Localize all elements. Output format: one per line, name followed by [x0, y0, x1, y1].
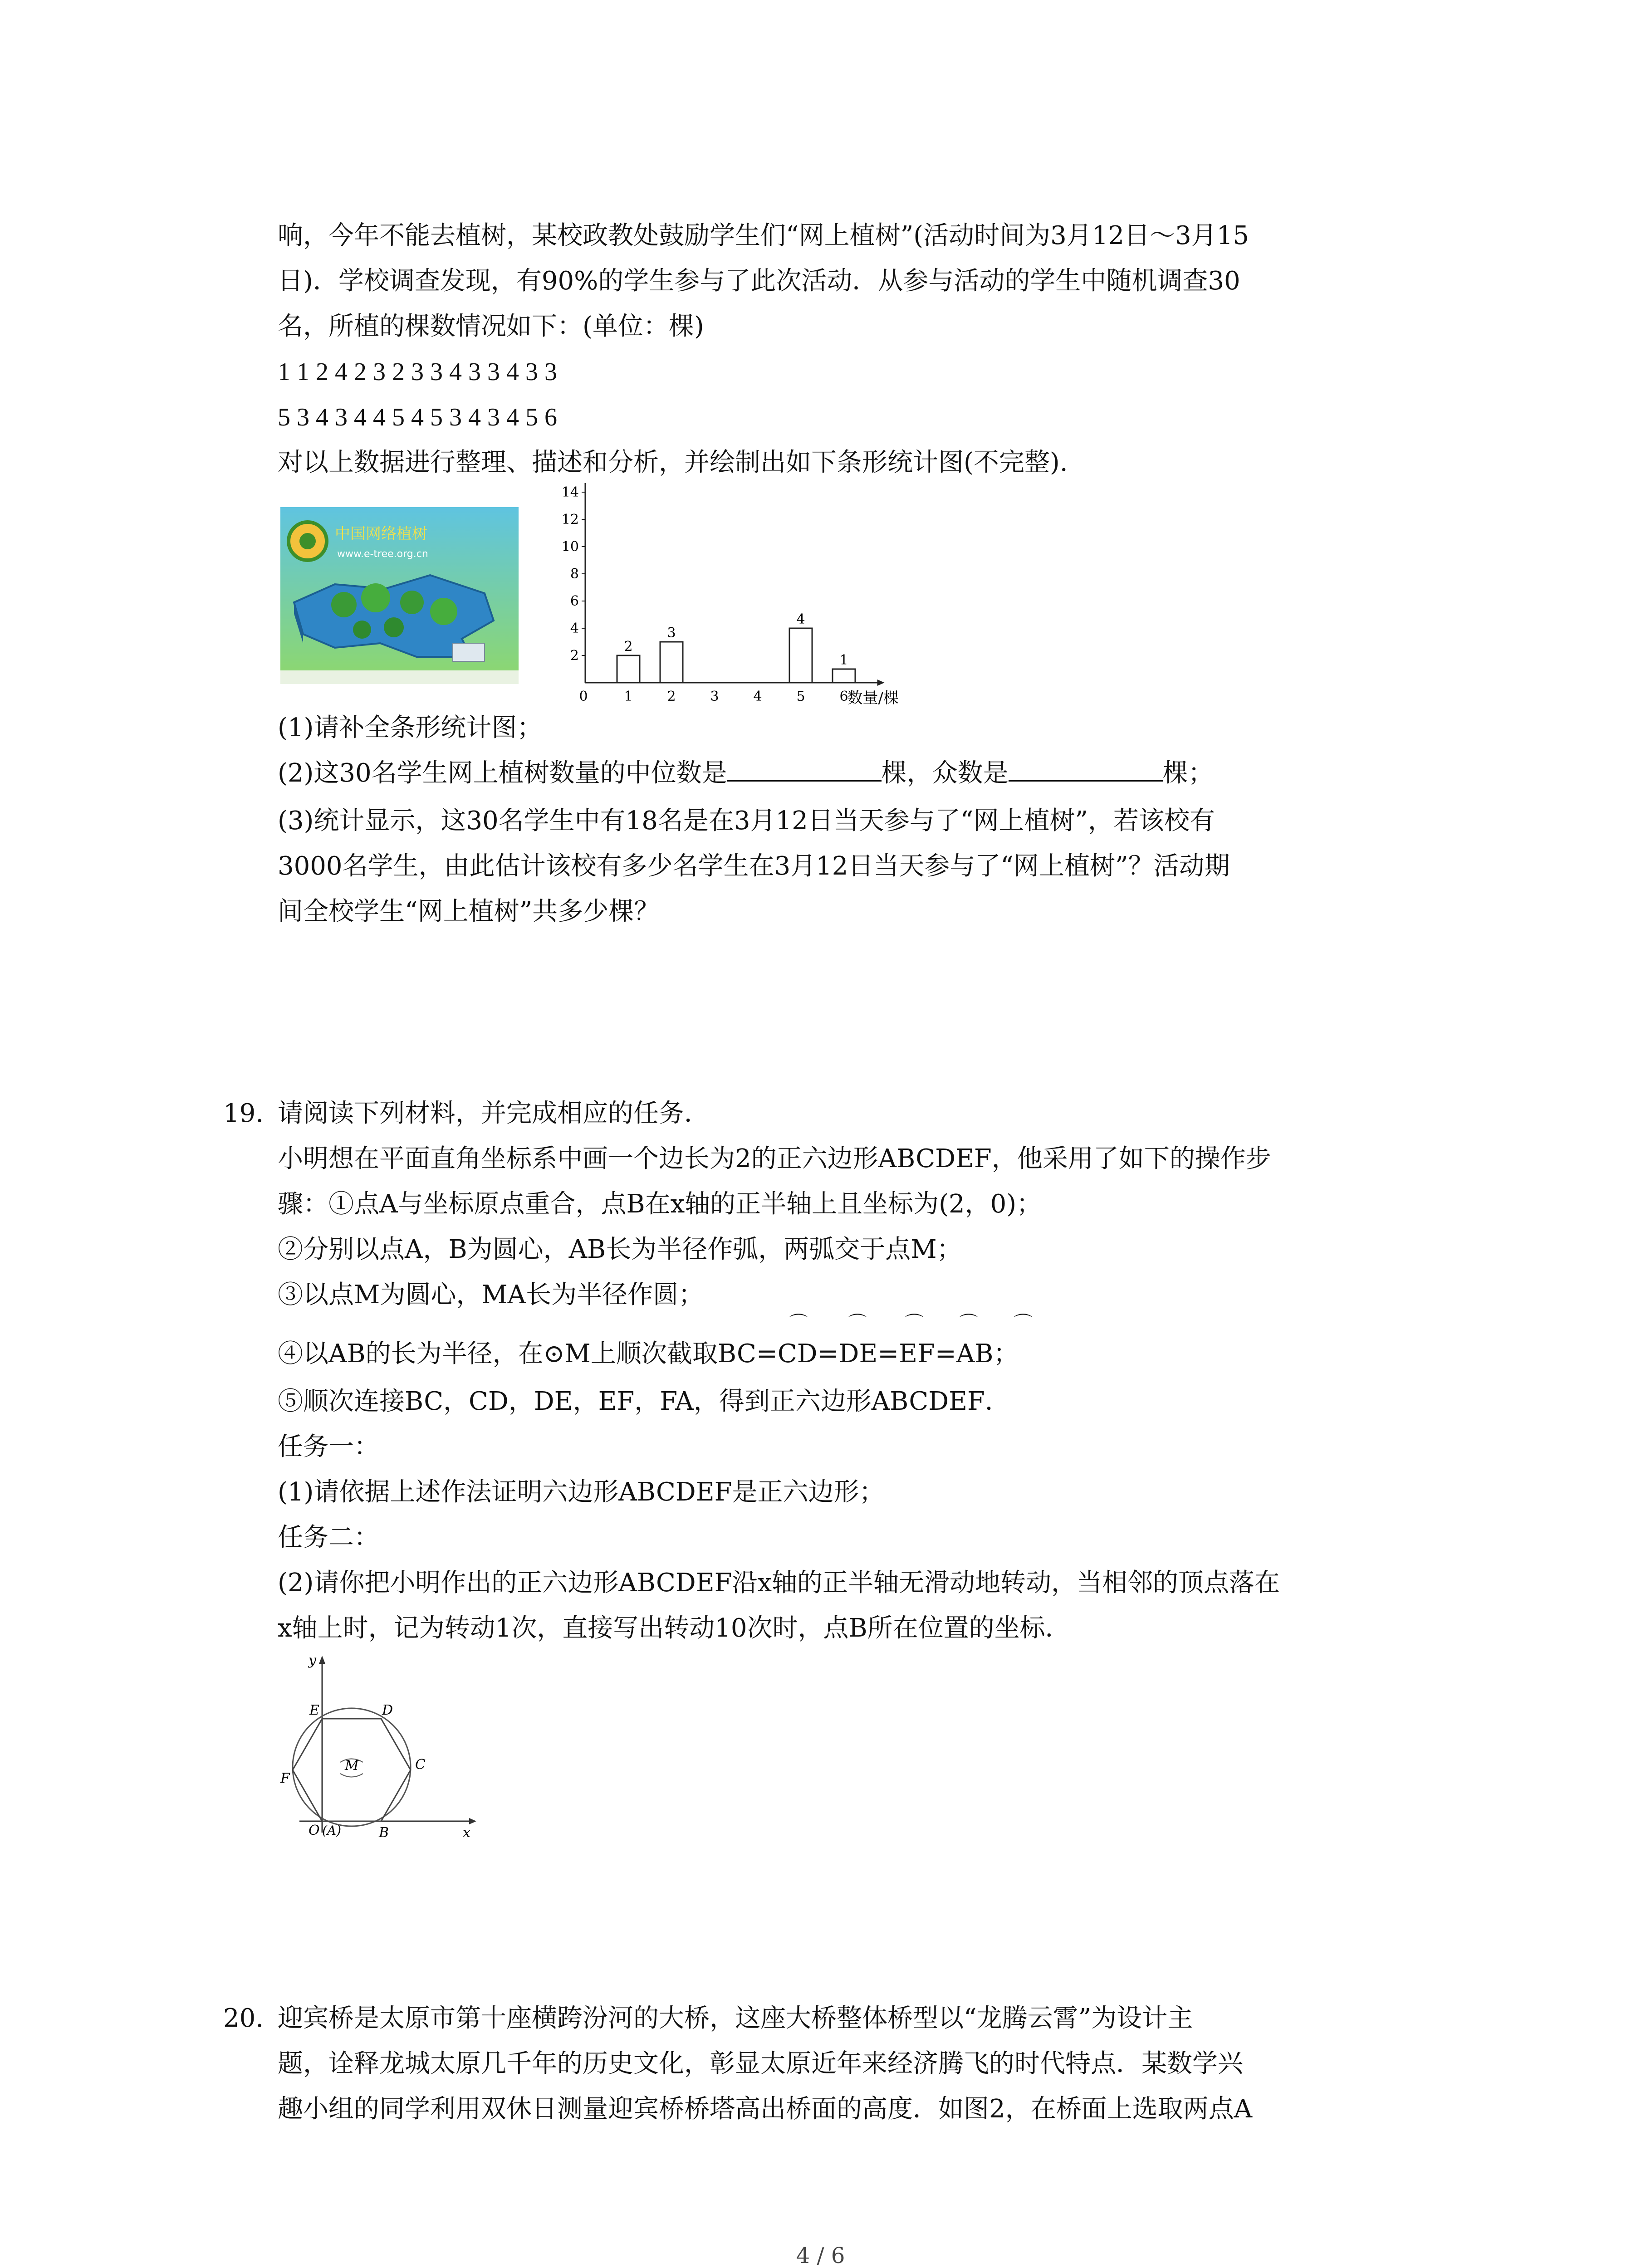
y-tick-label: 14: [561, 484, 579, 500]
fig-label-a: (A): [322, 1823, 342, 1838]
bar: [660, 642, 683, 683]
fig-label-c: C: [415, 1757, 426, 1773]
q19-line-1: 请阅读下列材料，并完成相应的任务．: [278, 1099, 710, 1128]
x-tick-label: 2: [667, 689, 676, 704]
q19-line-3: 骤：①点A与坐标原点重合，点B在x轴的正半轴上且坐标为(2，0)；: [278, 1189, 1042, 1219]
x-axis-title: 数量/棵: [847, 689, 899, 705]
q19-line-8: 任务一：: [278, 1432, 379, 1461]
y-tick-label: 2: [570, 648, 579, 664]
arc-mark-bc: ⌒: [789, 1313, 808, 1334]
bar: [789, 628, 812, 683]
fig-label-m: M: [345, 1758, 359, 1774]
hexagon-figure: [277, 1651, 490, 1842]
arc-mark-cd: ⌒: [848, 1313, 867, 1334]
q19-line-6: ④以AB的长为半径，在⊙M上顺次截取BC=CD=DE=EF=AB；: [278, 1339, 1019, 1369]
bar-data-label: 4: [796, 611, 805, 627]
bar-data-label: 2: [624, 639, 633, 655]
bar-data-label: 1: [839, 652, 848, 668]
q19-line-5: ③以点M为圆心，MA长为半径作圆；: [278, 1280, 704, 1310]
arc-mark-ef: ⌒: [960, 1313, 978, 1334]
q18-data-row-2: 5 3 4 3 4 4 5 4 5 3 4 3 4 5 6: [278, 403, 557, 431]
q18-sub3-line-2: 3000名学生，由此估计该校有多少名学生在3月12日当天参与了“网上植树”？活动期: [278, 851, 1230, 881]
answer-blank-mode[interactable]: [1009, 753, 1163, 782]
q18-sub1: (1)请补全条形统计图；: [278, 713, 543, 743]
answer-blank-median[interactable]: [727, 753, 882, 782]
y-tick-label: 10: [561, 539, 579, 555]
x-axis-arrow: [877, 679, 885, 686]
q18-line-6: 对以上数据进行整理、描述和分析，并绘制出如下条形统计图(不完整).: [278, 448, 1068, 477]
q18-sub2: [278, 751, 1214, 796]
x-tick-label: 6: [839, 689, 848, 704]
fig-label-x: x: [463, 1825, 470, 1841]
fig-label-f: F: [280, 1770, 290, 1786]
q18-sub2-part3: 棵；: [1162, 758, 1214, 788]
fig-label-y: y: [309, 1652, 316, 1668]
q19-line-7: ⑤顺次连接BC，CD，DE，EF，FA，得到正六边形ABCDEF．: [278, 1387, 1010, 1416]
arc-mark-de: ⌒: [905, 1313, 923, 1334]
bar-chart: [554, 483, 926, 705]
fig-label-b: B: [379, 1825, 389, 1841]
x-tick-label: 0: [579, 689, 588, 704]
x-tick-label: 3: [710, 689, 719, 704]
q18-line-1: 响，今年不能去植树，某校政教处鼓励学生们“网上植树”(活动时间为3月12日～3月15: [278, 221, 1249, 250]
q19-line-12: x轴上时，记为转动1次，直接写出转动10次时，点B所在位置的坐标．: [278, 1613, 1071, 1643]
q20-number: 20.: [223, 2004, 264, 2033]
q18-sub3-line-1: (3)统计显示，这30名学生中有18名是在3月12日当天参与了“网上植树”，若该校有: [278, 806, 1215, 836]
q18-line-2: 日)．学校调查发现，有90%的学生参与了此次活动．从参与活动的学生中随机调查30: [278, 266, 1240, 296]
q19-line-2: 小明想在平面直角坐标系中画一个边长为2的正六边形ABCDEF，他采用了如下的操作步: [278, 1144, 1271, 1173]
q20-line-3: 趣小组的同学利用双休日测量迎宾桥桥塔高出桥面的高度．如图2，在桥面上选取两点A: [278, 2094, 1253, 2124]
q18-sub3-line-3: 间全校学生“网上植树”共多少棵？: [278, 897, 660, 926]
logo-title: 中国网络植树: [335, 525, 427, 543]
y-tick-label: 4: [570, 621, 579, 636]
y-tick-label: 6: [570, 593, 579, 609]
bar-data-label: 3: [667, 625, 676, 641]
bar: [617, 655, 640, 683]
q18-line-3: 名，所植的棵数情况如下：(单位：棵): [278, 312, 704, 341]
q19-number: 19.: [223, 1099, 264, 1128]
q19-line-4: ②分别以点A，B为圆心，AB长为半径作弧，两弧交于点M；: [278, 1235, 962, 1264]
y-tick-label: 12: [561, 512, 579, 528]
tree-planting-logo-image: [280, 507, 519, 684]
arc-mark-ab: ⌒: [1014, 1313, 1032, 1334]
q19-line-10: 任务二：: [278, 1523, 379, 1552]
q18-sub2-part1: (2)这30名学生网上植树数量的中位数是: [278, 758, 727, 788]
q19-line-9: (1)请依据上述作法证明六边形ABCDEF是正六边形；: [278, 1477, 885, 1507]
x-tick-label: 4: [753, 689, 762, 704]
q19-line-11: (2)请你把小明作出的正六边形ABCDEF沿x轴的正半轴无滑动地转动，当相邻的顶点落在: [278, 1568, 1280, 1598]
y-tick-label: 8: [570, 566, 579, 582]
fig-label-e: E: [309, 1702, 319, 1718]
x-tick-label: 5: [796, 689, 805, 704]
fig-label-o: O: [309, 1823, 320, 1838]
bar: [833, 669, 855, 683]
q18-data-row-1: 1 1 2 4 2 3 2 3 3 4 3 3 4 3 3: [278, 358, 557, 386]
page-footer: 4 / 6: [796, 2243, 845, 2268]
fig-label-d: D: [382, 1702, 393, 1718]
x-tick-label: 1: [624, 689, 633, 704]
q20-line-1: 迎宾桥是太原市第十座横跨汾河的大桥，这座大桥整体桥型以“龙腾云霄”为设计主: [278, 2004, 1193, 2033]
q20-line-2: 题，诠释龙城太原几千年的历史文化，彰显太原近年来经济腾飞的时代特点．某数学兴: [278, 2049, 1243, 2078]
logo-url: www.e-tree.org.cn: [337, 548, 428, 560]
q18-sub2-part2: 棵，众数是: [881, 758, 1009, 788]
